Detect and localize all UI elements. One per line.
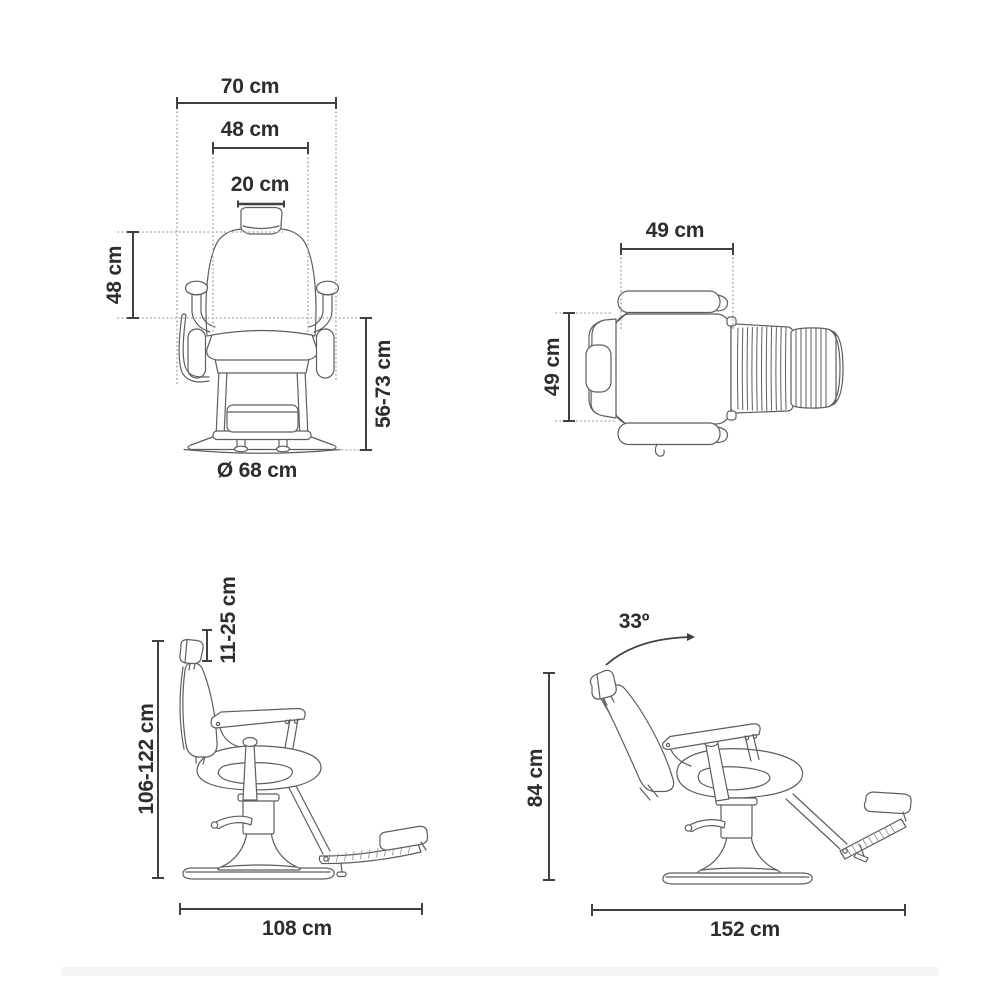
top-seat-depth-label: 49 cm	[541, 337, 564, 397]
side-headrest-adjust-label: 11-25 cm	[217, 576, 240, 664]
top-view-chair	[586, 291, 843, 456]
arc-arrowhead	[687, 633, 695, 641]
side-view-chair	[180, 640, 428, 880]
top-seat-width-label: 49 cm	[645, 219, 705, 242]
side-length-label: 108 cm	[261, 917, 333, 940]
front-view-chair	[179, 208, 340, 454]
footer-divider-bar	[60, 967, 940, 976]
reclined-length-label: 152 cm	[709, 918, 781, 941]
recline-angle-arc	[606, 637, 690, 665]
reclined-height-label: 84 cm	[524, 748, 547, 808]
front-headrest-width-label: 20 cm	[230, 173, 290, 196]
front-backrest-width-label: 48 cm	[220, 118, 280, 141]
front-backrest-height-label: 48 cm	[103, 245, 126, 305]
recline-angle-label: 33º	[618, 610, 650, 633]
front-overall-width-label: 70 cm	[220, 75, 280, 98]
side-height-range-label: 106-122 cm	[135, 703, 158, 815]
front-base-diameter-label: Ø 68 cm	[216, 459, 298, 482]
front-seat-height-label: 56-73 cm	[372, 339, 395, 429]
reclined-view-chair	[590, 670, 911, 884]
